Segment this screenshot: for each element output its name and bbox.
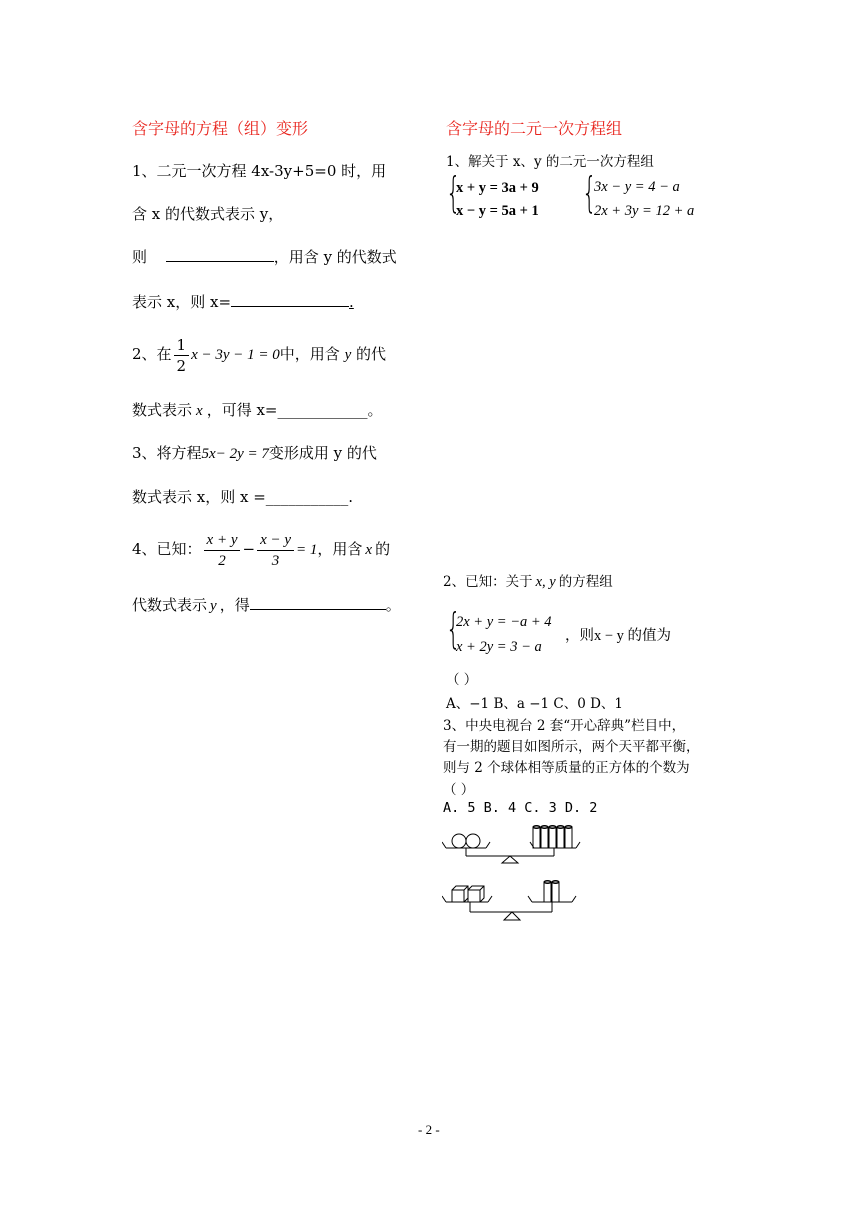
q2-line2	[132, 399, 382, 420]
r-q3-options: A. 5 B. 4 C. 3 D. 2	[443, 800, 598, 816]
q4-line2-middle: ，得	[219, 596, 250, 614]
system-1-eq2: x − y = 5a + 1	[456, 203, 539, 219]
q4-equals: = 1	[296, 542, 318, 558]
cylinder-icon	[541, 826, 548, 849]
cylinder-icon	[533, 826, 540, 849]
brace-icon: {	[446, 604, 461, 653]
system-3-eq2: x + 2y = 3 − a	[456, 639, 542, 655]
q4-line2-suffix: 。	[385, 596, 401, 614]
cube-icon	[452, 886, 468, 902]
brace-icon: {	[446, 168, 461, 217]
fulcrum-icon	[504, 912, 520, 920]
cylinder-icon	[565, 826, 572, 849]
r-q3-line1: 3、中央电视台 2 套“开心辞典”栏目中，	[443, 718, 686, 734]
system-1-eq1: x + y = 3a + 9	[456, 180, 539, 196]
right-section-title: 含字母的二元一次方程组	[446, 119, 623, 138]
fraction-numerator: x + y	[204, 530, 241, 551]
system-3-eq1: 2x + y = −a + 4	[456, 614, 552, 630]
q2-suffix: 的代	[356, 345, 387, 363]
q4-line2-var: y	[210, 598, 217, 614]
answer-blank-x[interactable]	[231, 306, 349, 307]
q1-line3-prefix: 则	[132, 248, 148, 266]
balance-scale-1	[442, 822, 602, 866]
sphere-icon	[466, 834, 480, 848]
q2-line1	[132, 332, 386, 376]
left-section-title: 含字母的方程（组）变形	[132, 119, 309, 138]
r-q2-paren: （ ）	[446, 672, 478, 688]
q1-line4-dot: .	[349, 293, 354, 311]
q1-line4	[132, 291, 354, 312]
cylinder-icon	[552, 881, 559, 903]
cylinder-icon	[557, 826, 564, 849]
q2-line2-prefix: 数式表示	[132, 401, 193, 419]
q1-line3-suffix: ，用含 y 的代数式	[273, 248, 397, 266]
r-q1-text: 1、解关于 x、y 的二元一次方程组	[446, 154, 654, 170]
q3-suffix: 变形成用 y 的代	[268, 444, 377, 462]
q2-prefix: 2、在	[132, 345, 172, 363]
balance-scale-2	[442, 876, 602, 922]
q4-line1	[132, 527, 390, 571]
q4-line2	[132, 594, 401, 615]
cube-icon	[468, 886, 484, 902]
cylinder-icon	[549, 826, 556, 849]
fraction-one-half	[174, 335, 190, 376]
r-q3-line2: 有一期的题目如图所示，两个天平都平衡，	[443, 739, 700, 755]
sphere-icon	[452, 834, 466, 848]
q4-line2-prefix: 代数式表示	[132, 596, 208, 614]
system-2-eq1: 3x − y = 4 − a	[594, 179, 680, 195]
r-q3-paren: （ ）	[443, 782, 475, 798]
r-q2-vars: x, y	[535, 574, 556, 590]
fraction-denominator: 2	[218, 552, 226, 569]
q3-equation: 5x− 2y = 7	[201, 446, 269, 462]
q2-line2-var: x	[196, 403, 203, 419]
fraction-numerator: x − y	[257, 530, 294, 551]
q2-middle: 中，用含	[279, 345, 340, 363]
q3-line2: 数式表示 x，则 x =___________.	[132, 488, 354, 506]
q1-line4-prefix: 表示 x，则 x=	[132, 293, 232, 311]
q3-line1	[132, 442, 377, 463]
fraction-denominator: 2	[176, 356, 187, 375]
answer-blank-y[interactable]	[166, 261, 274, 262]
system-3-tail: ，则x − y 的值为	[565, 628, 672, 644]
q2-var: y	[344, 347, 352, 363]
q1-line3	[132, 246, 397, 267]
q4-middle: ，用含	[317, 540, 363, 558]
answer-blank-y2[interactable]	[250, 609, 386, 610]
page-number: - 2 -	[418, 1122, 440, 1137]
fraction-numerator: 1	[174, 335, 190, 356]
r-q2-options: A、−1 B、a −1 C、0 D、1	[446, 696, 624, 712]
q1-line1: 1、二元一次方程 4x-3y+5=0 时，用	[132, 162, 387, 180]
r-q3-line3: 则与 2 个球体相等质量的正方体的个数为	[443, 760, 690, 776]
fraction-x-minus-y	[257, 530, 294, 571]
r-q2-line1	[443, 570, 613, 591]
system-2-eq2: 2x + 3y = 12 + a	[594, 203, 695, 219]
fulcrum-icon	[502, 856, 518, 863]
r-q2-text: 2、已知：关于	[443, 574, 533, 590]
q4-suffix: 的	[375, 540, 391, 558]
fraction-denominator: 3	[271, 552, 280, 569]
q4-prefix: 4、已知：	[132, 540, 202, 558]
q4-var: x	[365, 542, 373, 558]
r-q2-text2: 的方程组	[558, 574, 613, 590]
q1-line2: 含 x 的代数式表示 y，	[132, 205, 284, 223]
q2-equation: x − 3y − 1 = 0	[191, 347, 280, 363]
q4-minus: −	[242, 540, 256, 558]
q3-prefix: 3、将方程	[132, 444, 202, 462]
cylinder-icon	[544, 881, 551, 903]
brace-icon: {	[582, 168, 597, 217]
q2-line2-suffix: ，可得 x=____________。	[206, 401, 383, 419]
fraction-x-plus-y	[204, 530, 241, 571]
